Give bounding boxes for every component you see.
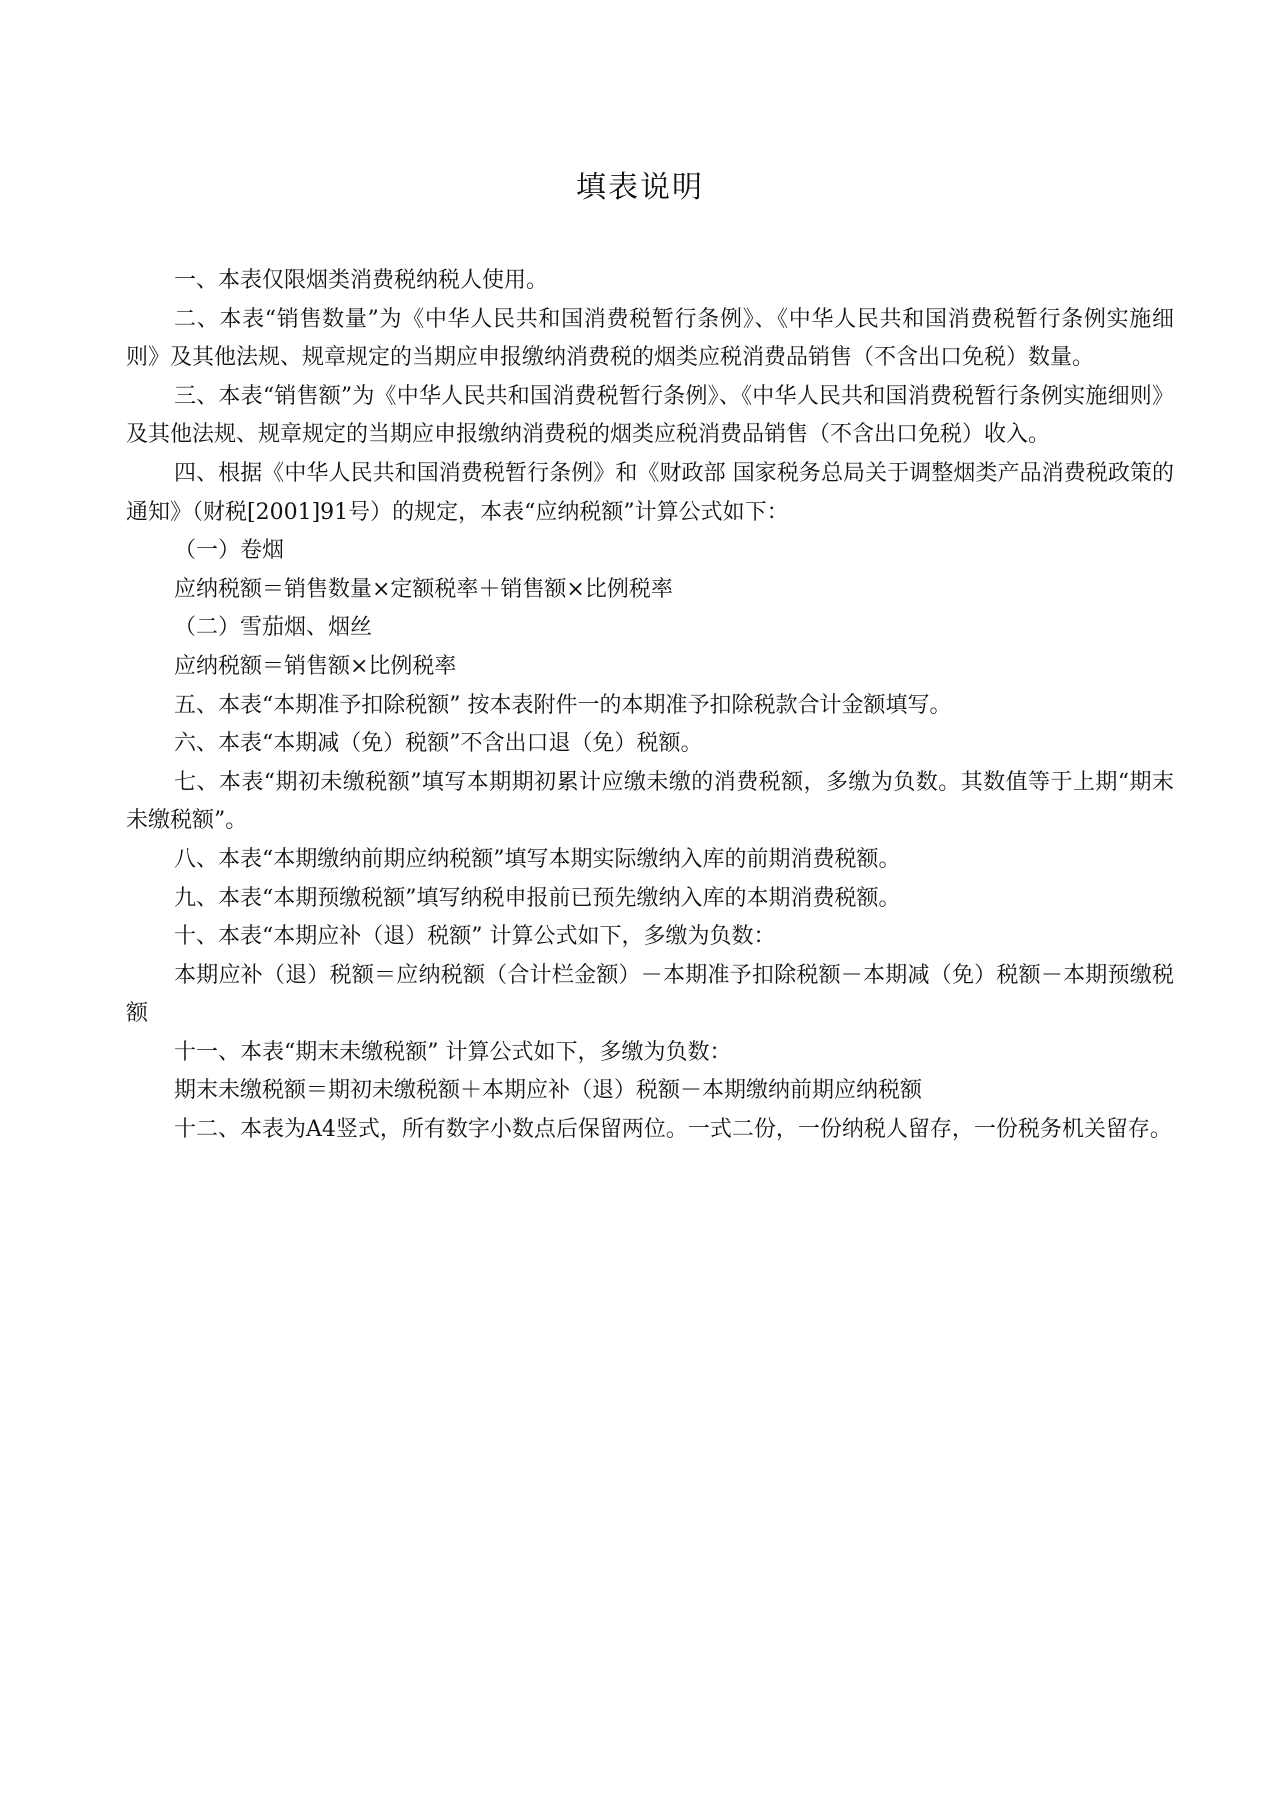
- subheading-cigarettes: （一）卷烟: [174, 538, 285, 564]
- paragraph-12: 十二、本表为A4竖式，所有数字小数点后保留两位。一式二份，一份纳税人留存，一份税务机关留存。: [174, 1117, 1172, 1143]
- paragraph-11: 十一、本表“期末未缴税额” 计算公式如下，多缴为负数：: [174, 1039, 732, 1065]
- formula-ending-unpaid: 期末未缴税额＝期初未缴税额＋本期应补（退）税额－本期缴纳前期应纳税额: [174, 1078, 923, 1104]
- paragraph-3: 三、本表“销售额”为《中华人民共和国消费税暂行条例》、《中华人民共和国消费税暂行条例实施细则》及其他法规、规章规定的当期应申报缴纳消费税的烟类应税消费品销售（不含出口免税）收入。: [126, 383, 1174, 448]
- page-title: 填表说明: [576, 170, 704, 205]
- paragraph-10: 十、本表“本期应补（退）税额” 计算公式如下，多缴为负数：: [174, 924, 776, 950]
- formula-cigarettes: 应纳税额＝销售数量×定额税率＋销售额×比例税率: [174, 576, 673, 602]
- paragraph-2: 二、本表“销售数量”为《中华人民共和国消费税暂行条例》、《中华人民共和国消费税暂行条例实施细则》及其他法规、规章规定的当期应申报缴纳消费税的烟类应税消费品销售（不含出口免税）数量。: [126, 306, 1174, 371]
- paragraph-4: 四、根据《中华人民共和国消费税暂行条例》和《财政部 国家税务总局关于调整烟类产品消费税政策的通知》（财税[2001]91号）的规定，本表“应纳税额”计算公式如下：: [126, 460, 1174, 525]
- paragraph-5: 五、本表“本期准予扣除税额” 按本表附件一的本期准予扣除税款合计金额填写。: [174, 692, 952, 718]
- paragraph-7: 七、本表“期初未缴税额”填写本期期初累计应缴未缴的消费税额，多缴为负数。其数值等于上期“期末未缴税额”。: [126, 769, 1174, 834]
- paragraph-8: 八、本表“本期缴纳前期应纳税额”填写本期实际缴纳入库的前期消费税额。: [174, 846, 901, 872]
- paragraph-9: 九、本表“本期预缴税额”填写纳税申报前已预先缴纳入库的本期消费税额。: [174, 885, 901, 911]
- formula-refund: 本期应补（退）税额＝应纳税额（合计栏金额）－本期准予扣除税额－本期减（免）税额－本期预缴税额: [126, 962, 1174, 1027]
- paragraph-1: 一、本表仅限烟类消费税纳税人使用。: [174, 268, 549, 293]
- instructions-body: [126, 262, 1174, 1150]
- paragraph-6: 六、本表“本期减（免）税额”不含出口退（免）税额。: [174, 731, 703, 757]
- formula-cigars-tobacco: 应纳税额＝销售额×比例税率: [174, 653, 457, 679]
- subheading-cigars-tobacco: （二）雪茄烟、烟丝: [174, 615, 373, 641]
